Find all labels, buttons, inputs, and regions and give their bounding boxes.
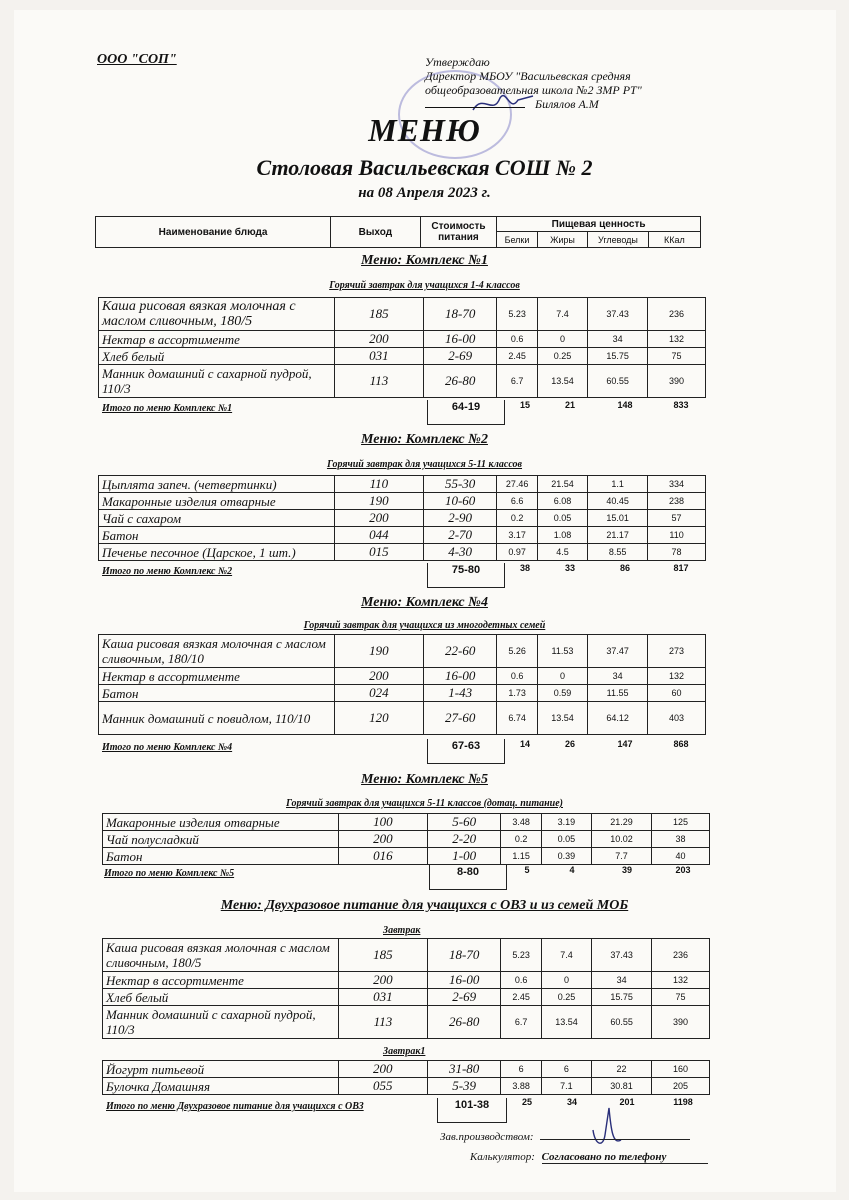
dish-fats: 0.39 bbox=[541, 848, 591, 865]
dish-proteins: 0.6 bbox=[497, 668, 537, 685]
dish-proteins: 6.74 bbox=[497, 702, 537, 735]
dish-name: Каша рисовая вязкая молочная с маслом сливочным, 180/5 bbox=[103, 939, 339, 972]
dish-carbs: 15.01 bbox=[588, 510, 648, 527]
table-row bbox=[103, 1078, 710, 1095]
dish-cost: 2-69 bbox=[427, 989, 500, 1006]
dish-carbs: 21.29 bbox=[592, 814, 652, 831]
total-label: Итого по меню Комплекс №4 bbox=[102, 742, 233, 753]
table-row bbox=[103, 939, 710, 972]
dish-kcal: 60 bbox=[648, 685, 706, 702]
dish-kcal: 75 bbox=[652, 989, 710, 1006]
table-row bbox=[99, 668, 706, 685]
dish-output: 024 bbox=[334, 685, 423, 702]
total-cost: 67-63 bbox=[427, 739, 505, 764]
calculator-label: Калькулятор: bbox=[470, 1151, 535, 1163]
dish-output: 015 bbox=[334, 544, 423, 561]
dish-cost: 2-90 bbox=[423, 510, 496, 527]
dish-fats: 0 bbox=[541, 972, 591, 989]
menu-date: на 08 Апреля 2023 г. bbox=[358, 185, 491, 201]
header-fats: Жиры bbox=[537, 232, 587, 248]
menu-table-1 bbox=[98, 297, 706, 398]
dish-carbs: 15.75 bbox=[592, 989, 652, 1006]
dish-kcal: 273 bbox=[648, 635, 706, 668]
dish-name: Манник домашний с сахарной пудрой, 110/3 bbox=[103, 1006, 339, 1039]
total-label: Итого по меню Комплекс №2 bbox=[102, 566, 233, 577]
dish-fats: 11.53 bbox=[537, 635, 587, 668]
header-nutrition: Пищевая ценность bbox=[497, 217, 701, 232]
dish-fats: 0.25 bbox=[541, 989, 591, 1006]
dish-carbs: 34 bbox=[592, 972, 652, 989]
dish-output: 200 bbox=[334, 331, 423, 348]
dish-proteins: 3.88 bbox=[501, 1078, 541, 1095]
dish-name: Макаронные изделия отварные bbox=[103, 814, 339, 831]
production-signature bbox=[585, 1100, 625, 1152]
dish-cost: 1-43 bbox=[423, 685, 496, 702]
table-row bbox=[103, 814, 710, 831]
dish-proteins: 6.7 bbox=[497, 365, 537, 398]
dish-output: 185 bbox=[334, 298, 423, 331]
dish-name: Каша рисовая вязкая молочная с маслом сливочным, 180/5 bbox=[99, 298, 335, 331]
dish-fats: 21.54 bbox=[537, 476, 587, 493]
dish-carbs: 8.55 bbox=[588, 544, 648, 561]
dish-output: 055 bbox=[338, 1078, 427, 1095]
dish-kcal: 390 bbox=[652, 1006, 710, 1039]
dish-cost: 26-80 bbox=[423, 365, 496, 398]
section-title: Меню: Комплекс №5 bbox=[361, 772, 488, 787]
organization-name: ООО "СОП" bbox=[97, 52, 177, 67]
total-kcal: 203 bbox=[675, 865, 691, 875]
total-kcal: 833 bbox=[673, 400, 689, 410]
dish-kcal: 132 bbox=[648, 668, 706, 685]
dish-output: 044 bbox=[334, 527, 423, 544]
total-carbs: 86 bbox=[619, 563, 630, 573]
dish-output: 110 bbox=[334, 476, 423, 493]
dish-proteins: 0.6 bbox=[497, 331, 537, 348]
dish-output: 200 bbox=[338, 972, 427, 989]
menu-table-2 bbox=[98, 475, 706, 561]
dish-output: 113 bbox=[334, 365, 423, 398]
dish-cost: 10-60 bbox=[423, 493, 496, 510]
table-row bbox=[99, 331, 706, 348]
dish-carbs: 21.17 bbox=[588, 527, 648, 544]
dish-kcal: 390 bbox=[648, 365, 706, 398]
dish-kcal: 57 bbox=[648, 510, 706, 527]
calculator-row bbox=[470, 1151, 708, 1164]
total-fats: 33 bbox=[564, 563, 575, 573]
meal-subheading: Завтрак bbox=[383, 925, 421, 936]
table-row bbox=[99, 493, 706, 510]
production-manager-row bbox=[440, 1131, 690, 1143]
dish-name: Хлеб белый bbox=[103, 989, 339, 1006]
dish-cost: 2-70 bbox=[423, 527, 496, 544]
dish-carbs: 37.43 bbox=[592, 939, 652, 972]
table-row bbox=[99, 510, 706, 527]
dish-cost: 55-30 bbox=[423, 476, 496, 493]
section-subtitle: Горячий завтрак для учащихся 5-11 классов (дотац. питание) bbox=[286, 798, 563, 809]
section-subtitle: Горячий завтрак для учащихся 5-11 классов bbox=[326, 459, 523, 470]
production-manager-label: Зав.производством: bbox=[440, 1131, 534, 1143]
dish-cost: 5-39 bbox=[427, 1078, 501, 1095]
table-row bbox=[99, 476, 706, 493]
total-proteins: 5 bbox=[524, 865, 530, 875]
dish-name: Булочка Домашняя bbox=[103, 1078, 339, 1095]
dish-carbs: 11.55 bbox=[588, 685, 648, 702]
total-kcal: 817 bbox=[673, 563, 689, 573]
dish-kcal: 40 bbox=[652, 848, 710, 865]
table-row bbox=[103, 989, 710, 1006]
dish-proteins: 0.2 bbox=[497, 510, 538, 527]
menu-table-5 bbox=[102, 813, 710, 865]
dish-carbs: 15.75 bbox=[588, 348, 648, 365]
dish-output: 200 bbox=[334, 510, 423, 527]
dish-carbs: 7.7 bbox=[592, 848, 652, 865]
dish-fats: 13.54 bbox=[537, 702, 587, 735]
dish-fats: 13.54 bbox=[537, 365, 587, 398]
dish-fats: 13.54 bbox=[541, 1006, 591, 1039]
total-label: Итого по меню Комплекс №5 bbox=[104, 868, 235, 879]
total-proteins: 38 bbox=[519, 563, 530, 573]
dish-cost: 4-30 bbox=[423, 544, 496, 561]
dish-name: Йогурт питьевой bbox=[103, 1061, 339, 1078]
dish-proteins: 1.15 bbox=[501, 848, 541, 865]
production-signature-line bbox=[540, 1139, 690, 1140]
dish-name: Нектар в ассортименте bbox=[99, 668, 335, 685]
approval-line-2: Директор МБОУ "Васильевская средняя bbox=[425, 69, 631, 83]
dish-fats: 3.19 bbox=[541, 814, 591, 831]
dish-cost: 16-00 bbox=[427, 972, 500, 989]
calculator-value: Согласовано по телефону bbox=[542, 1151, 708, 1164]
dish-name: Манник домашний с сахарной пудрой, 110/3 bbox=[99, 365, 335, 398]
dish-name: Батон bbox=[99, 527, 335, 544]
dish-output: 016 bbox=[338, 848, 427, 865]
dish-proteins: 3.48 bbox=[501, 814, 541, 831]
dish-fats: 7.4 bbox=[537, 298, 587, 331]
dish-output: 100 bbox=[338, 814, 427, 831]
dish-cost: 5-60 bbox=[427, 814, 500, 831]
total-cost: 75-80 bbox=[427, 563, 505, 588]
dish-kcal: 236 bbox=[652, 939, 710, 972]
dish-cost: 26-80 bbox=[427, 1006, 500, 1039]
dish-kcal: 132 bbox=[652, 972, 710, 989]
dish-cost: 2-69 bbox=[423, 348, 496, 365]
table-row bbox=[103, 1006, 710, 1039]
approval-line-1: Утверждаю bbox=[425, 55, 490, 69]
section-subtitle: Горячий завтрак для учащихся 1-4 классов bbox=[329, 280, 520, 291]
dish-carbs: 22 bbox=[591, 1061, 651, 1078]
dish-carbs: 37.47 bbox=[588, 635, 648, 668]
dish-output: 190 bbox=[334, 635, 423, 668]
header-proteins: Белки bbox=[497, 232, 538, 248]
table-row bbox=[99, 635, 706, 668]
dish-name: Каша рисовая вязкая молочная с маслом сливочным, 180/10 bbox=[99, 635, 335, 668]
header-out: Выход bbox=[331, 217, 421, 248]
table-row bbox=[99, 348, 706, 365]
dish-carbs: 34 bbox=[588, 668, 648, 685]
dish-kcal: 75 bbox=[648, 348, 706, 365]
header-name: Наименование блюда bbox=[96, 217, 331, 248]
dish-carbs: 34 bbox=[588, 331, 648, 348]
dish-kcal: 110 bbox=[648, 527, 706, 544]
dish-output: 113 bbox=[338, 1006, 427, 1039]
dish-carbs: 37.43 bbox=[588, 298, 648, 331]
dish-carbs: 64.12 bbox=[588, 702, 648, 735]
dish-proteins: 5.26 bbox=[497, 635, 537, 668]
dish-output: 031 bbox=[338, 989, 427, 1006]
total-kcal: 868 bbox=[673, 739, 689, 749]
dish-cost: 18-70 bbox=[423, 298, 496, 331]
dish-carbs: 1.1 bbox=[588, 476, 648, 493]
dish-carbs: 60.55 bbox=[588, 365, 648, 398]
approval-line-3: общеобразовательная школа №2 ЗМР РТ" bbox=[425, 83, 642, 97]
dish-output: 200 bbox=[334, 668, 423, 685]
dish-proteins: 27.46 bbox=[497, 476, 538, 493]
section-title: Меню: Комплекс №1 bbox=[361, 253, 488, 268]
menu-table-ovz-2 bbox=[102, 1060, 710, 1095]
dish-carbs: 40.45 bbox=[588, 493, 648, 510]
total-label: Итого по меню Двухразовое питание для учащихся с ОВЗ bbox=[106, 1101, 364, 1112]
header-kcal: ККал bbox=[648, 232, 700, 248]
dish-name: Макаронные изделия отварные bbox=[99, 493, 335, 510]
dish-fats: 7.4 bbox=[541, 939, 591, 972]
dish-kcal: 125 bbox=[652, 814, 710, 831]
dish-cost: 22-60 bbox=[423, 635, 496, 668]
dish-proteins: 2.45 bbox=[501, 989, 541, 1006]
dish-name: Нектар в ассортименте bbox=[99, 331, 335, 348]
total-label: Итого по меню Комплекс №1 bbox=[102, 403, 233, 414]
dish-cost: 2-20 bbox=[427, 831, 500, 848]
dish-proteins: 6.6 bbox=[497, 493, 538, 510]
dish-kcal: 78 bbox=[648, 544, 706, 561]
dish-name: Хлеб белый bbox=[99, 348, 335, 365]
dish-fats: 1.08 bbox=[537, 527, 587, 544]
dish-proteins: 6 bbox=[501, 1061, 541, 1078]
total-cost: 101-38 bbox=[437, 1098, 507, 1123]
total-fats: 21 bbox=[564, 400, 575, 410]
dish-proteins: 6.7 bbox=[501, 1006, 541, 1039]
dish-cost: 27-60 bbox=[423, 702, 496, 735]
dish-cost: 16-00 bbox=[423, 668, 496, 685]
meal-subheading: Завтрак1 bbox=[383, 1046, 426, 1057]
dish-cost: 18-70 bbox=[427, 939, 500, 972]
dish-name: Нектар в ассортименте bbox=[103, 972, 339, 989]
approval-block bbox=[425, 55, 642, 111]
dish-carbs: 10.02 bbox=[592, 831, 652, 848]
dish-output: 190 bbox=[334, 493, 423, 510]
table-row bbox=[99, 685, 706, 702]
approval-director-name: Билялов А.М bbox=[535, 97, 599, 111]
dish-fats: 0.05 bbox=[541, 831, 591, 848]
total-proteins: 25 bbox=[521, 1097, 532, 1107]
dish-fats: 0.59 bbox=[537, 685, 587, 702]
dish-proteins: 0.2 bbox=[501, 831, 541, 848]
dish-proteins: 0.97 bbox=[497, 544, 538, 561]
header-cost: Стоимость питания bbox=[420, 217, 496, 248]
dish-kcal: 38 bbox=[652, 831, 710, 848]
dish-cost: 1-00 bbox=[427, 848, 500, 865]
table-row bbox=[99, 527, 706, 544]
dish-fats: 7.1 bbox=[541, 1078, 591, 1095]
dish-proteins: 2.45 bbox=[497, 348, 537, 365]
section-subtitle: Горячий завтрак для учащихся из многодетных семей bbox=[303, 620, 546, 631]
dish-name: Манник домашний с повидлом, 110/10 bbox=[99, 702, 335, 735]
dish-proteins: 5.23 bbox=[501, 939, 541, 972]
table-row bbox=[99, 365, 706, 398]
dish-carbs: 30.81 bbox=[591, 1078, 651, 1095]
dish-name: Чай с сахаром bbox=[99, 510, 335, 527]
total-carbs: 201 bbox=[619, 1097, 635, 1107]
dish-kcal: 160 bbox=[652, 1061, 710, 1078]
dish-name: Цыплята запеч. (четвертинки) bbox=[99, 476, 335, 493]
total-fats: 34 bbox=[566, 1097, 577, 1107]
dish-kcal: 236 bbox=[648, 298, 706, 331]
dish-name: Печенье песочное (Царское, 1 шт.) bbox=[99, 544, 335, 561]
dish-output: 031 bbox=[334, 348, 423, 365]
table-row bbox=[99, 702, 706, 735]
dish-cost: 16-00 bbox=[423, 331, 496, 348]
table-row bbox=[103, 972, 710, 989]
total-carbs: 39 bbox=[621, 865, 632, 875]
dish-name: Чай полусладкий bbox=[103, 831, 339, 848]
menu-table-4 bbox=[98, 634, 706, 735]
dish-fats: 6.08 bbox=[537, 493, 587, 510]
menu-table-ovz bbox=[102, 938, 710, 1039]
signature-line bbox=[425, 97, 525, 108]
table-row bbox=[99, 544, 706, 561]
dish-proteins: 5.23 bbox=[497, 298, 537, 331]
dish-name: Батон bbox=[103, 848, 339, 865]
header-carbs: Углеводы bbox=[588, 232, 649, 248]
dish-output: 185 bbox=[338, 939, 427, 972]
table-row bbox=[103, 848, 710, 865]
dish-fats: 0 bbox=[537, 668, 587, 685]
dish-kcal: 238 bbox=[648, 493, 706, 510]
table-row bbox=[103, 1061, 710, 1078]
header-table bbox=[95, 216, 701, 248]
dish-output: 200 bbox=[338, 1061, 427, 1078]
dish-kcal: 132 bbox=[648, 331, 706, 348]
total-kcal: 1198 bbox=[673, 1097, 693, 1107]
dish-output: 120 bbox=[334, 702, 423, 735]
total-proteins: 14 bbox=[519, 739, 530, 749]
dish-fats: 0.25 bbox=[537, 348, 587, 365]
dish-fats: 0.05 bbox=[537, 510, 587, 527]
section-title: Меню: Двухразовое питание для учащихся с ОВЗ и из семей МОБ bbox=[220, 898, 629, 913]
table-row bbox=[99, 298, 706, 331]
dish-cost: 31-80 bbox=[427, 1061, 501, 1078]
dish-kcal: 205 bbox=[652, 1078, 710, 1095]
total-fats: 26 bbox=[564, 739, 575, 749]
dish-proteins: 0.6 bbox=[501, 972, 541, 989]
dish-fats: 4.5 bbox=[537, 544, 587, 561]
total-cost: 8-80 bbox=[429, 865, 507, 890]
page-subtitle: Столовая Васильевская СОШ № 2 bbox=[256, 155, 593, 180]
dish-output: 200 bbox=[338, 831, 427, 848]
page-title: МЕНЮ bbox=[368, 112, 481, 148]
dish-proteins: 1.73 bbox=[497, 685, 537, 702]
section-title: Меню: Комплекс №2 bbox=[361, 432, 488, 447]
section-title: Меню: Комплекс №4 bbox=[361, 595, 488, 610]
total-proteins: 15 bbox=[519, 400, 530, 410]
dish-fats: 0 bbox=[537, 331, 587, 348]
dish-carbs: 60.55 bbox=[592, 1006, 652, 1039]
total-cost: 64-19 bbox=[427, 400, 505, 425]
table-row bbox=[103, 831, 710, 848]
dish-name: Батон bbox=[99, 685, 335, 702]
total-fats: 4 bbox=[569, 865, 575, 875]
dish-kcal: 403 bbox=[648, 702, 706, 735]
total-carbs: 147 bbox=[617, 739, 633, 749]
dish-fats: 6 bbox=[541, 1061, 591, 1078]
total-carbs: 148 bbox=[617, 400, 633, 410]
dish-proteins: 3.17 bbox=[497, 527, 538, 544]
dish-kcal: 334 bbox=[648, 476, 706, 493]
